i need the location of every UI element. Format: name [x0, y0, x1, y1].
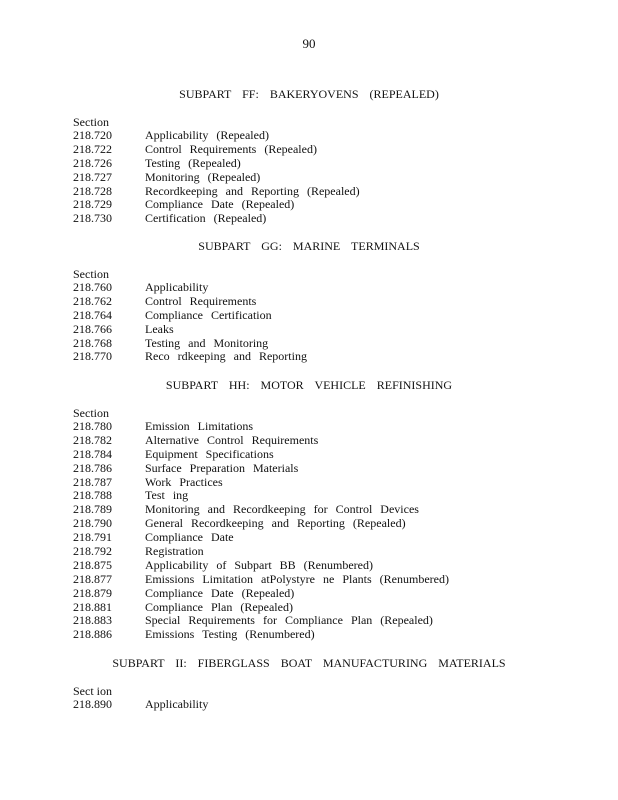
subpart-ii-list — [73, 684, 208, 712]
section-title: Compliance Date (Repealed) — [145, 197, 295, 212]
list-item — [73, 489, 449, 503]
section-number: 218.879 — [73, 585, 112, 600]
subpart-ff-list — [73, 115, 360, 226]
list-item — [73, 157, 360, 171]
section-title: Applicability — [145, 697, 209, 711]
subpart-gg-list — [73, 267, 307, 364]
list-item — [73, 420, 449, 434]
section-number: 218.770 — [73, 349, 112, 364]
section-title: Recordkeeping and Reporting (Repealed) — [145, 183, 360, 198]
section-number: 218.728 — [73, 183, 112, 198]
section-title: Monitoring and Recordkeeping for Control Devices — [145, 502, 419, 517]
section-number: 218.881 — [73, 599, 112, 614]
section-title: Control Requirements (Repealed) — [145, 141, 317, 156]
section-title: Emission Limitations — [145, 419, 254, 433]
section-title: Work Practices — [145, 474, 223, 489]
list-item — [73, 295, 307, 309]
subpart-hh-heading: SUBPART HH: MOTOR VEHICLE REFINISHING — [165, 378, 453, 392]
page-number: 90 — [302, 36, 316, 51]
section-title: Leaks — [145, 321, 174, 336]
list-item — [73, 337, 307, 351]
list-item — [73, 350, 307, 364]
section-title: Applicability (Repealed) — [145, 128, 269, 142]
section-title: General Recordkeeping and Reporting (Repealed) — [145, 516, 406, 531]
list-item — [73, 198, 360, 212]
section-number: 218.890 — [73, 697, 112, 711]
section-number: 218.720 — [73, 128, 112, 142]
list-item — [73, 517, 449, 531]
subpart-ff-heading: SUBPART FF: BAKERYOVENS (REPEALED) — [179, 87, 439, 101]
section-title: Equipment Specifications — [145, 446, 274, 461]
list-item — [73, 129, 360, 143]
section-title: Surface Preparation Materials — [145, 460, 299, 475]
section-number: 218.790 — [73, 516, 112, 531]
list-item — [73, 587, 449, 601]
section-number: 218.730 — [73, 211, 112, 226]
section-title: Compliance Certification — [145, 307, 272, 322]
section-number: 218.792 — [73, 544, 112, 559]
section-title: Testing (Repealed) — [145, 155, 241, 170]
list-item — [73, 628, 449, 642]
section-number: 218.886 — [73, 627, 112, 642]
section-title: Monitoring (Repealed) — [145, 169, 261, 184]
section-title: Compliance Date (Repealed) — [145, 585, 295, 600]
list-item — [73, 531, 449, 545]
section-number: 218.786 — [73, 460, 112, 475]
section-title: Emissions Testing (Renumbered) — [145, 627, 315, 642]
section-title: Applicability of Subpart BB (Renumbered) — [145, 557, 373, 572]
list-item — [73, 212, 360, 226]
list-item — [73, 143, 360, 157]
list-item — [73, 614, 449, 628]
section-number: 218.780 — [73, 419, 112, 433]
section-number: 218.727 — [73, 169, 112, 184]
list-item — [73, 476, 449, 490]
section-label: Section — [73, 115, 109, 129]
section-number: 218.791 — [73, 530, 112, 545]
section-label: Sect ion — [73, 684, 112, 698]
section-number: 218.764 — [73, 307, 112, 322]
list-item — [73, 323, 307, 337]
list-item — [73, 462, 449, 476]
subpart-hh-list — [73, 406, 449, 642]
section-number: 218.760 — [73, 280, 112, 294]
list-item — [73, 573, 449, 587]
section-title: Certification (Repealed) — [145, 211, 267, 226]
subpart-ii-heading: SUBPART II: FIBERGLASS BOAT MANUFACTURING MATERIALS — [112, 656, 506, 670]
section-title: Reco rdkeeping and Reporting — [145, 349, 307, 364]
list-item — [73, 698, 208, 712]
section-number: 218.875 — [73, 557, 112, 572]
section-title: Applicability — [145, 280, 209, 294]
section-number: 218.883 — [73, 613, 112, 628]
list-item — [73, 309, 307, 323]
section-title: Compliance Date — [145, 530, 234, 545]
list-item — [73, 185, 360, 199]
list-item — [73, 281, 307, 295]
subpart-gg-heading: SUBPART GG: MARINE TERMINALS — [198, 239, 420, 253]
section-title: Emissions Limitation atPolystyre ne Plants (Renumbered) — [145, 571, 449, 586]
section-number: 218.789 — [73, 502, 112, 517]
section-number: 218.784 — [73, 446, 112, 461]
list-item — [73, 545, 449, 559]
list-item — [73, 559, 449, 573]
section-number: 218.722 — [73, 141, 112, 156]
section-title: Compliance Plan (Repealed) — [145, 599, 293, 614]
section-number: 218.766 — [73, 321, 112, 336]
list-item — [73, 434, 449, 448]
section-number: 218.729 — [73, 197, 112, 212]
section-number: 218.788 — [73, 488, 112, 503]
section-number: 218.877 — [73, 571, 112, 586]
section-title: Test ing — [145, 488, 189, 503]
section-label: Section — [73, 267, 109, 281]
section-title: Control Requirements — [145, 293, 257, 308]
section-number: 218.782 — [73, 432, 112, 447]
list-item — [73, 171, 360, 185]
section-number: 218.762 — [73, 293, 112, 308]
list-item — [73, 601, 449, 615]
section-title: Alternative Control Requirements — [145, 432, 319, 447]
section-number: 218.768 — [73, 335, 112, 350]
section-number: 218.726 — [73, 155, 112, 170]
section-number: 218.787 — [73, 474, 112, 489]
section-title: Registration — [145, 544, 204, 559]
list-item — [73, 503, 449, 517]
list-item — [73, 448, 449, 462]
section-label: Section — [73, 406, 109, 420]
section-title: Special Requirements for Compliance Plan (Repealed) — [145, 613, 433, 628]
section-title: Testing and Monitoring — [145, 335, 269, 350]
